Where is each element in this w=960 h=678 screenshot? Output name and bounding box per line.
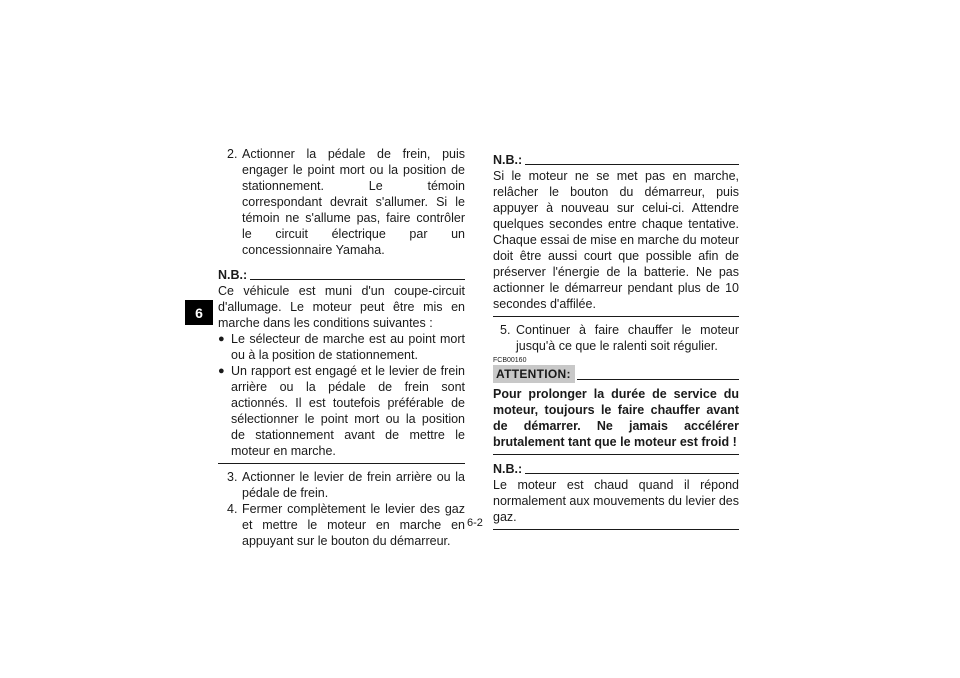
note-heading bbox=[493, 461, 739, 477]
bullet-text: Le sélecteur de marche est au point mort ou à la position de stationnement. bbox=[231, 332, 465, 362]
step-5 bbox=[493, 322, 739, 354]
note-label: N.B.: bbox=[218, 268, 248, 282]
step-text: Actionner le levier de frein arrière ou la pédale de frein. bbox=[242, 470, 465, 500]
note-end-rule bbox=[493, 529, 739, 530]
step-text: Actionner la pédale de frein, puis engager le point mort ou la position de stationnement. Le témoin correspondant devrait s'allumer. Si le témoin ne s'allume pas, faire contrôler le circuit électrique par un concessionnaire Yamaha. bbox=[242, 147, 465, 257]
step-number: 2. bbox=[227, 147, 238, 161]
step-2 bbox=[218, 146, 465, 258]
note-end-rule bbox=[493, 316, 739, 317]
step-number: 4. bbox=[227, 502, 238, 516]
attention-text: Pour prolonger la durée de service du moteur, toujours le faire chauffer avant de démarrer. Ne jamais accélérer brutalement tant que le moteur est froid ! bbox=[493, 387, 739, 449]
note-label: N.B.: bbox=[493, 153, 523, 167]
step-4 bbox=[218, 501, 465, 549]
attention-heading bbox=[493, 365, 739, 383]
step-number: 5. bbox=[500, 323, 511, 337]
note-bullet bbox=[218, 363, 465, 459]
attention-label: ATTENTION: bbox=[493, 365, 575, 383]
note-label: N.B.: bbox=[493, 462, 523, 476]
bullet-text: Un rapport est engagé et le levier de frein arrière ou la pédale de frein sont actionnés. Il est toutefois préférable de sélectionner le point mort ou la position de stationnement avant de mettre le moteur en marche. bbox=[231, 364, 465, 458]
note-heading bbox=[218, 267, 465, 283]
left-column bbox=[218, 146, 465, 549]
note-text: Si le moteur ne se met pas en marche, relâcher le bouton du démarreur, puis appuyer à nouveau sur celui-ci. Attendre quelques secondes entre chaque tentative. Chaque essai de mise en marche du moteur doit être aussi court que possible afin de préserver l'énergie de la batterie. Ne pas actionner le démarreur pendant plus de 10 secondes d'affilée. bbox=[493, 169, 739, 311]
attention-rule bbox=[577, 379, 739, 380]
chapter-tab: 6 bbox=[185, 300, 213, 325]
note-bullet bbox=[218, 331, 465, 363]
note-rule bbox=[250, 279, 465, 280]
bullet-icon: ● bbox=[218, 333, 225, 345]
note-rule bbox=[525, 164, 739, 165]
step-number: 3. bbox=[227, 470, 238, 484]
reference-code: FCB00160 bbox=[493, 357, 527, 364]
step-text: Continuer à faire chauffer le moteur jusqu'à ce que le ralenti soit régulier. bbox=[516, 323, 739, 353]
note-heading bbox=[493, 152, 739, 168]
note-intro: Ce véhicule est muni d'un coupe-circuit d'allumage. Le moteur peut être mis en marche dans les conditions suivantes : bbox=[218, 284, 465, 330]
note-end-rule bbox=[218, 463, 465, 464]
page-number: 6-2 bbox=[467, 517, 483, 529]
note-rule bbox=[525, 473, 739, 474]
right-column bbox=[493, 146, 739, 535]
step-3 bbox=[218, 469, 465, 501]
step-text: Fermer complètement le levier des gaz et mettre le moteur en marche en appuyant sur le bouton du démarreur. bbox=[242, 502, 465, 548]
bullet-icon: ● bbox=[218, 365, 225, 377]
attention-end-rule bbox=[493, 454, 739, 455]
note-text: Le moteur est chaud quand il répond normalement aux mouvements du levier des gaz. bbox=[493, 478, 739, 524]
